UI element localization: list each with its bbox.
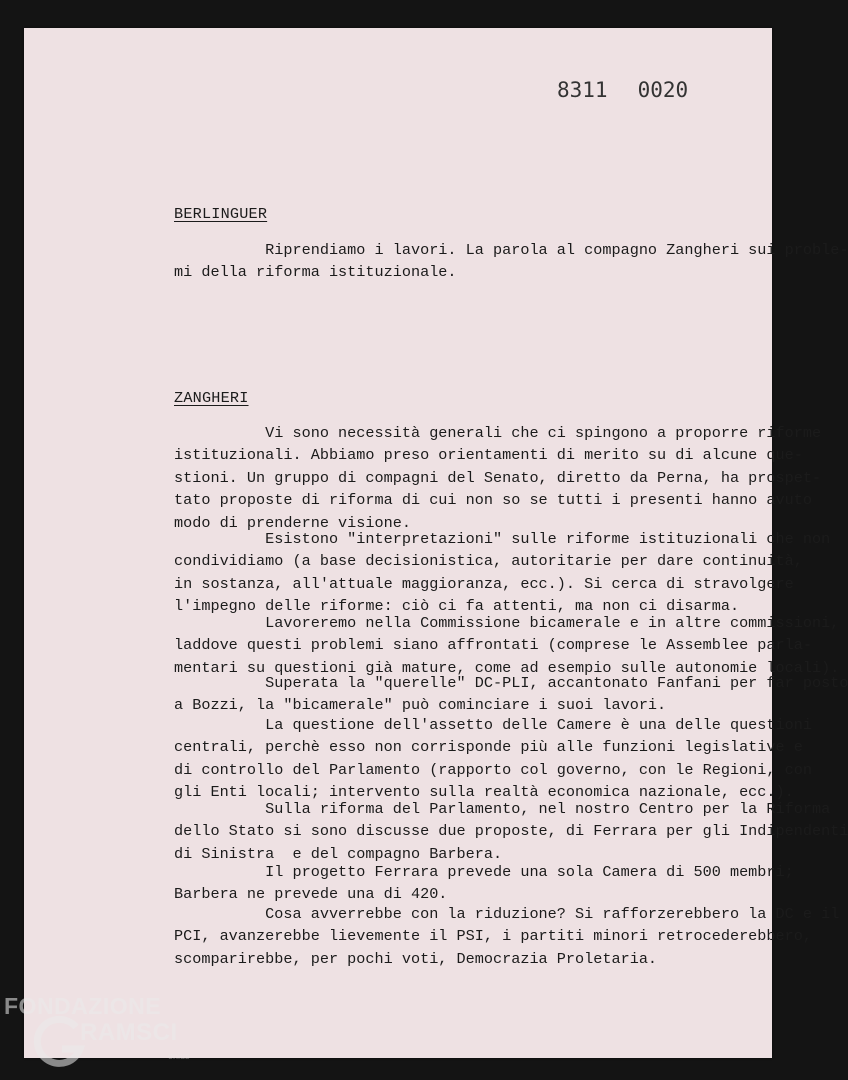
paragraph: Riprendiamo i lavori. La parola al compagno Zangheri sui proble- mi della riforma istituzionale. xyxy=(174,241,848,282)
logo-line-2: RAMSCI xyxy=(80,1019,178,1046)
logo-line-1: FONDAZIONE xyxy=(4,993,162,1019)
paragraph: Cosa avverrebbe con la riduzione? Si rafforzerebbero la DC e il PCI, avanzerebbe lievemente il PSI, i partiti minori retrocederebbero, scomparirebbe, per pochi voti, Democrazia Proletaria. xyxy=(174,905,840,968)
paragraph: Vi sono necessità generali che ci spingono a proporre riforme istituzionali. Abbiamo preso orientamenti di merito su di alcune que- stioni. Un gruppo di compagni del Senato, diretto da Perna, ha prospet- tato proposte di riforma di cui non so se tutti i presenti hanno avuto modo di prenderne visione. xyxy=(174,424,822,532)
paragraph: Lavoreremo nella Commissione bicamerale e in altre commissioni, laddove questi problemi siano affrontati (comprese le Assemblee parla- mentari su questioni già mature, come ad esempio sulle autonomie locali). xyxy=(174,614,840,677)
document-page xyxy=(24,28,848,1058)
document-number-left: 8311 xyxy=(557,78,608,102)
paragraph: Esistono "interpretazioni" sulle riforme istituzionali che non condividiamo (a base decisionistica, autoritarie per dare continuità, in sostanza, all'attuale maggioranza, ecc.). Si cerca di stravolgere l'impegno delle riforme: ciò ci fa attenti, ma non ci disarma. xyxy=(174,530,831,616)
fondazione-gramsci-logo xyxy=(4,993,204,1073)
paragraph: Superata la "querelle" DC-PLI, accantonato Fanfani per far posto a Bozzi, la "bicamerale" può cominciare i suoi lavori. xyxy=(174,674,848,715)
speaker-heading-zangheri: ZANGHERI xyxy=(174,389,249,407)
logo-g-mark-icon xyxy=(32,1015,86,1069)
logo-line-3: onlus xyxy=(168,1051,190,1061)
document-number-right: 0020 xyxy=(637,78,689,102)
paragraph: Il progetto Ferrara prevede una sola Camera di 500 membri; Barbera ne prevede una di 420. xyxy=(174,863,794,904)
paragraph: Sulla riforma del Parlamento, nel nostro Centro per la Riforma dello Stato si sono discusse due proposte, di Ferrara per gli Indipendenti di Sinistra e del compagno Barbera. xyxy=(174,800,848,863)
document-number xyxy=(557,78,688,102)
paragraph: La questione dell'assetto delle Camere è una delle questioni centrali, perchè esso non corrisponde più alle funzioni legislative e di controllo del Parlamento (rapporto col governo, con le Regioni, con gli Enti locali; intervento sulla realtà economica nazionale, ecc.). xyxy=(174,716,812,802)
show-through-text xyxy=(110,88,170,988)
speaker-heading-berlinguer: BERLINGUER xyxy=(174,205,268,223)
